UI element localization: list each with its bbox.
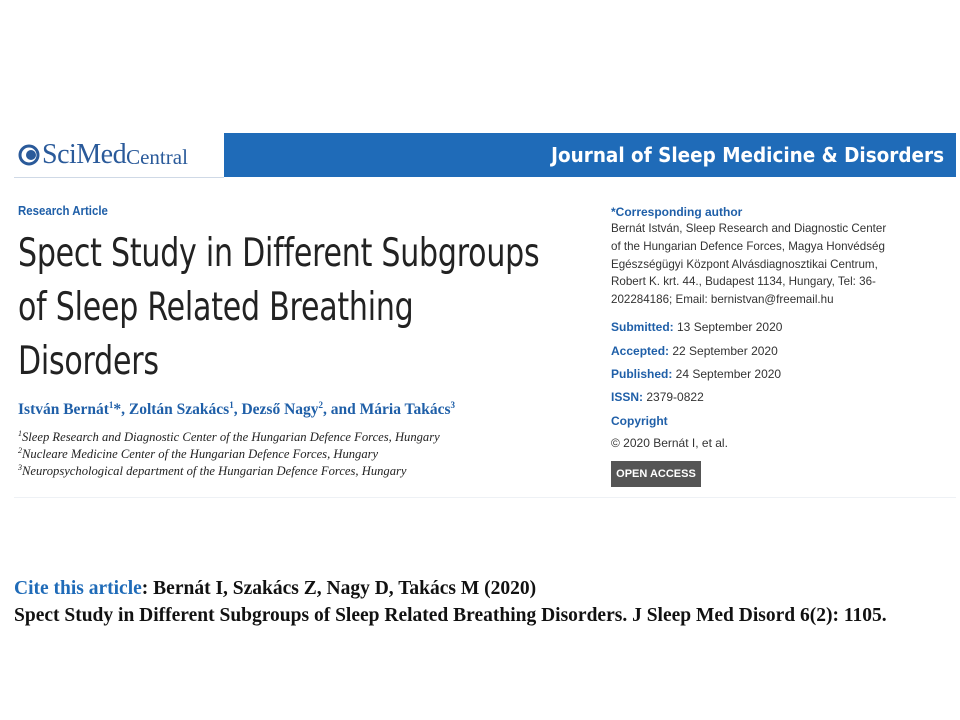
submitted-value: 13 September 2020 [673,320,783,334]
article-title-line: of Sleep Related Breathing [18,285,414,330]
cite-text-rest: Spect Study in Different Subgroups of Sleep Related Breathing Disorders. J Sleep Med Disord 6(2): 1105. [14,605,887,626]
scimedcentral-logo[interactable] [14,133,224,178]
citation-block [14,575,954,629]
published-date [611,367,781,381]
affiliation-number: 3 [18,463,22,472]
journal-header [14,133,956,177]
corresponding-author-heading: *Corresponding author [611,205,743,219]
submitted-date [611,320,782,334]
issn [611,390,704,404]
article-title-line: Spect Study in Different Subgroups [18,231,540,276]
author-affiliation-number: 2 [318,400,324,410]
issn-label: ISSN: [611,390,644,404]
logo-text-scimed: SciMed [42,139,127,170]
article-title-line: Disorders [18,339,159,384]
accepted-label: Accepted: [611,344,670,358]
journal-title: Journal of Sleep Medicine & Disorders [551,143,944,167]
affiliation [18,446,378,462]
open-access-badge[interactable]: OPEN ACCESS [611,461,701,487]
affiliation-text: Nucleare Medicine Center of the Hungarian Defence Forces, Hungary [22,447,379,462]
corr-line: of the Hungarian Defence Forces, Magya Honvédség [611,239,885,253]
affiliation-number: 1 [18,429,22,438]
published-value: 24 September 2020 [672,367,782,381]
published-label: Published: [611,367,673,381]
affiliation-text: Sleep Research and Diagnostic Center of the Hungarian Defence Forces, Hungary [22,430,440,445]
affiliation [18,429,440,445]
corresponding-author-details [611,220,951,309]
corr-line: 202284186; Email: bernistvan@freemail.hu [611,293,834,307]
logo-text-central: Central [126,144,188,169]
cite-text-line1: : Bernát I, Szakács Z, Nagy D, Takács M (2020) [141,578,537,599]
corr-line: Egészségügyi Központ Alvásdiagnosztikai Centrum, [611,257,878,271]
author-name[interactable]: Dezső Nagy [241,401,319,419]
cite-label: Cite this article [14,578,142,599]
article-title [18,227,596,389]
corr-line: Bernát István, Sleep Research and Diagnostic Center [611,222,887,235]
author-affiliation-number: 3 [450,400,455,410]
affiliation-number: 2 [18,446,22,455]
affiliation [18,463,407,479]
author-name[interactable]: Mária Takács [359,401,451,419]
author-affiliation-number: 1 [108,400,114,410]
corresponding-mark: * [113,401,122,419]
author-name[interactable]: Zoltán Szakács [128,401,230,419]
copyright-heading [611,414,668,428]
article-type: Research Article [18,203,108,218]
submitted-label: Submitted: [611,320,674,334]
copyright-value: © 2020 Bernát I, et al. [611,436,728,450]
author-list: István Bernát$^1$*, Zoltán Szakács$^1$, Dezső Nagy$^2$, and Mária Takács$^3$ [18,400,455,419]
journal-title-bar [224,133,956,177]
author-name[interactable]: István Bernát [18,401,109,419]
scimed-logo-icon [18,144,40,166]
section-divider [14,497,956,498]
accepted-date [611,344,778,358]
corresponding-author-block [611,205,951,309]
affiliation-text: Neuropsychological department of the Hungarian Defence Forces, Hungary [22,464,407,479]
author-affiliation-number: 1 [229,400,234,410]
accepted-value: 22 September 2020 [669,344,778,358]
copyright-label: Copyright [611,414,668,428]
issn-value: 2379-0822 [643,390,704,404]
corr-line: Robert K. krt. 44., Budapest 1134, Hungary, Tel: 36- [611,275,876,289]
